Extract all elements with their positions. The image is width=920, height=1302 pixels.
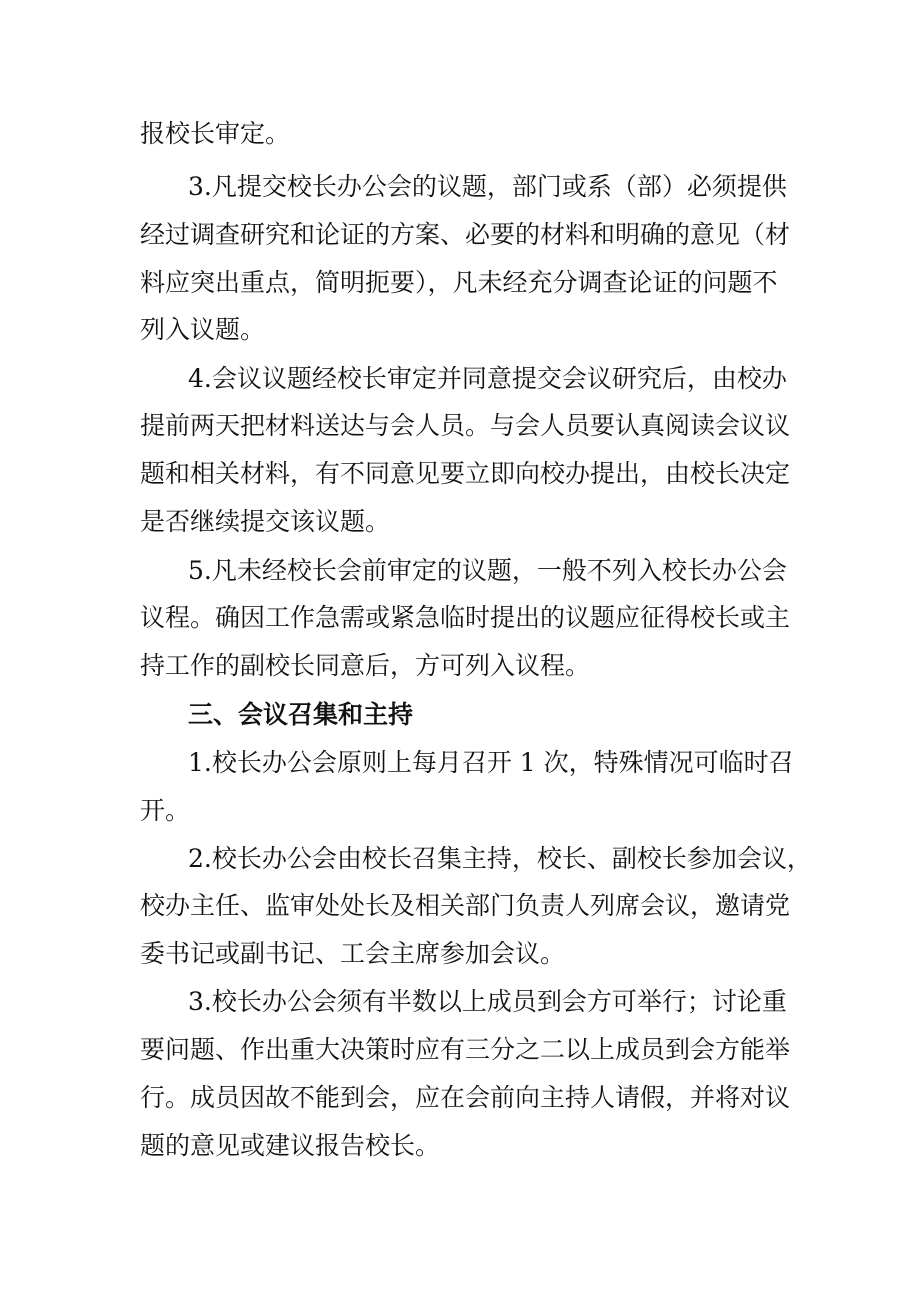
text-line: 是否继续提交该议题。: [140, 507, 391, 536]
text-line: 开。: [140, 796, 191, 825]
text-line: 3.凡提交校长办公会的议题，部门或系（部）必须提供: [188, 172, 787, 201]
text-line: 题的意见或建议报告校长。: [140, 1131, 441, 1160]
section-heading: 三、会议召集和主持: [188, 700, 414, 729]
text-line: 行。成员因故不能到会，应在会前向主持人请假，并将对议: [140, 1083, 791, 1112]
text-line: 1.校长办公会原则上每月召开 1 次，特殊情况可临时召: [188, 748, 794, 777]
text-line: 2.校长办公会由校长召集主持，校长、副校长参加会议，: [188, 844, 812, 873]
text-line: 委书记或副书记、工会主席参加会议。: [140, 939, 566, 968]
text-line: 列入议题。: [140, 315, 266, 344]
text-line: 3.校长办公会须有半数以上成员到会方可举行；讨论重: [188, 987, 787, 1016]
text-line: 要问题、作出重大决策时应有三分之二以上成员到会方能举: [140, 1035, 791, 1064]
text-line: 提前两天把材料送达与会人员。与会人员要认真阅读会议议: [140, 411, 791, 440]
text-line: 题和相关材料，有不同意见要立即向校办提出，由校长决定: [140, 459, 791, 488]
text-line: 料应突出重点，简明扼要），凡未经充分调查论证的问题不: [140, 268, 778, 297]
text-line: 4.会议议题经校长审定并同意提交会议研究后，由校办: [188, 364, 787, 393]
text-line: 经过调查研究和论证的方案、必要的材料和明确的意见（材: [140, 220, 791, 249]
text-line: 校办主任、监审处处长及相关部门负责人列席会议，邀请党: [140, 891, 791, 920]
text-line: 议程。确因工作急需或紧急临时提出的议题应征得校长或主: [140, 603, 791, 632]
text-line: 持工作的副校长同意后，方可列入议程。: [140, 651, 591, 680]
text-line: 5.凡未经校长会前审定的议题，一般不列入校长办公会: [188, 556, 787, 585]
text-line: 报校长审定。: [140, 119, 291, 148]
